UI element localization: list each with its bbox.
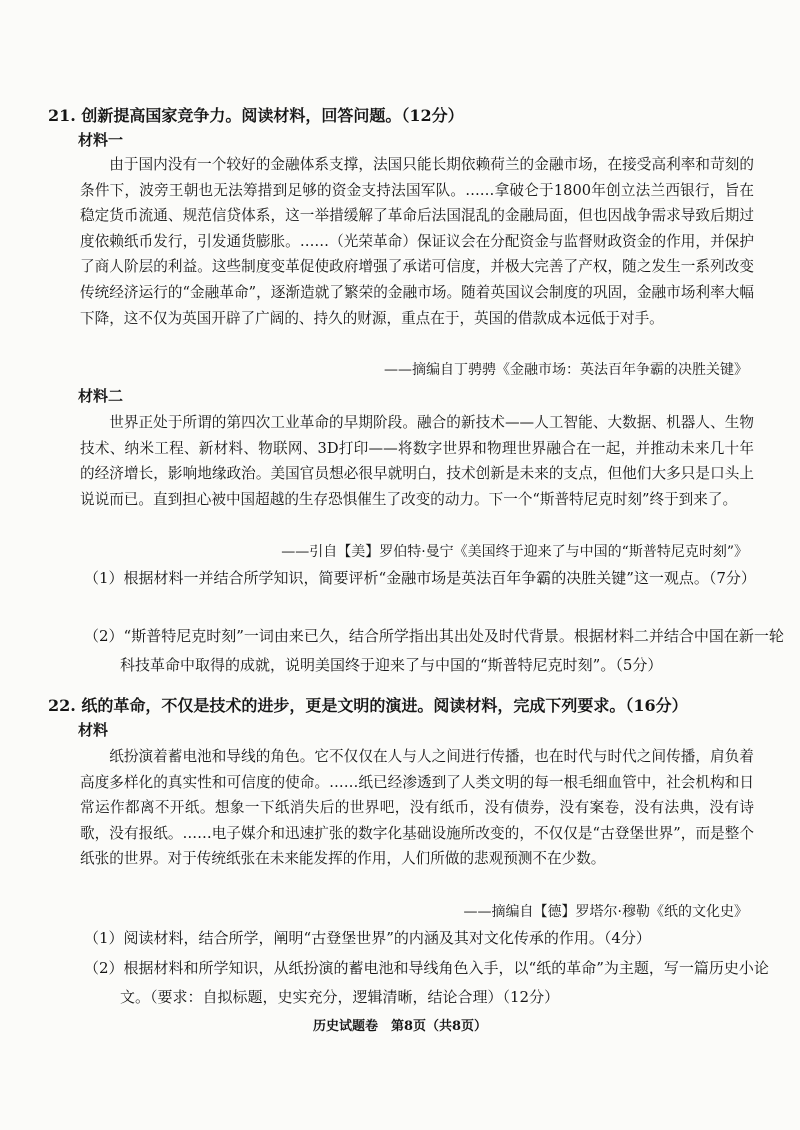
question-22-title: 22. 纸的革命，不仅是技术的进步，更是文明的演进。阅读材料，完成下列要求。（16分） — [48, 696, 688, 715]
material-2-label: 材料二 — [78, 387, 124, 405]
page-footer: 历史试题卷 第8页（共8页） — [312, 1019, 488, 1034]
question-21-sub-2: （2）“斯普特尼克时刻”一词由来已久，结合所学指出其出处及时代背景。根据材料二并结合中国在新一轮科技革命中取得的成就，说明美国终于迎来了与中国的“斯普特尼克时刻”。（5分） — [84, 627, 784, 674]
question-22-sub-2: （2）根据材料和所学知识，从纸扮演的蓄电池和导线角色入手，以“纸的革命”为主题，写一篇历史小论文。（要求：自拟标题，史实充分，逻辑清晰，结论合理）（12分） — [84, 959, 769, 1006]
question-22-sub-1: （1）阅读材料，结合所学，阐明“古登堡世界”的内涵及其对文化传承的作用。（4分） — [84, 929, 651, 947]
material-2-source: ——引自【美】罗伯特·曼宁《美国终于迎来了与中国的“斯普特尼克时刻”》 — [281, 544, 748, 560]
question-21-title: 21. 创新提高国家竞争力。阅读材料，回答问题。（12分） — [48, 106, 464, 125]
material-source: ——摘编自【德】罗塔尔·穆勒《纸的文化史》 — [463, 904, 748, 920]
material-label: 材料 — [78, 721, 109, 739]
material-1-text: 由于国内没有一个较好的金融体系支撑，法国只能长期依赖荷兰的金融市场，在接受高利率和苛刻的条件下，波旁王朝也无法筹措到足够的资金支持法国军队。……拿破仑于1800年创立法兰西银行，旨在稳定货币流通、规范信贷体系，这一举措缓解了革命后法国混乱的金融局面，但也因战争需求导致后期过度依赖纸币发行，引发通货膨胀。……（光荣革命）保证议会在分配资金与监督财政资金的作用，并保护了商人阶层的利益。这些制度变革促使政府增强了承诺可信度，并极大完善了产权，随之发生一系列改变传统经济运行的“金融革命”，逐渐造就了繁荣的金融市场。随着英国议会制度的巩固，金融市场利率大幅下降，这不仅为英国开辟了广阔的、持久的财源，重点在于，英国的借款成本远低于对手。 — [80, 156, 754, 327]
material-1-label: 材料一 — [78, 131, 124, 149]
material-2-text: 世界正处于所谓的第四次工业革命的早期阶段。融合的新技术——人工智能、大数据、机器人、生物技术、纳米工程、新材料、物联网、3D打印——将数字世界和物理世界融合在一起，并推动未来几十年的经济增长，影响地缘政治。美国官员想必很早就明白，技术创新是未来的支点，但他们大多只是口头上说说而已。直到担心被中国超越的生存恐惧催生了改变的动力。下一个“斯普特尼克时刻”终于到来了。 — [80, 414, 754, 508]
material-1-source: ——摘编自丁骋骋《金融市场：英法百年争霸的决胜关键》 — [384, 362, 748, 378]
material-text: 纸扮演着蓄电池和导线的角色。它不仅仅在人与人之间进行传播，也在时代与时代之间传播，肩负着高度多样化的真实性和可信度的使命。……纸已经渗透到了人类文明的每一根毛细血管中，社会机构和日常运作都离不开纸。想象一下纸消失后的世界吧，没有纸币，没有债券，没有案卷，没有法典，没有诗歌，没有报纸。……电子媒介和迅速扩张的数字化基础设施所改变的，不仅仅是“古登堡世界”，而是整个纸张的世界。对于传统纸张在未来能发挥的作用，人们所做的悲观预测不在少数。 — [80, 748, 754, 868]
question-21-sub-1: （1）根据材料一并结合所学知识，简要评析“金融市场是英法百年争霸的决胜关键”这一观点。（7分） — [84, 569, 756, 587]
